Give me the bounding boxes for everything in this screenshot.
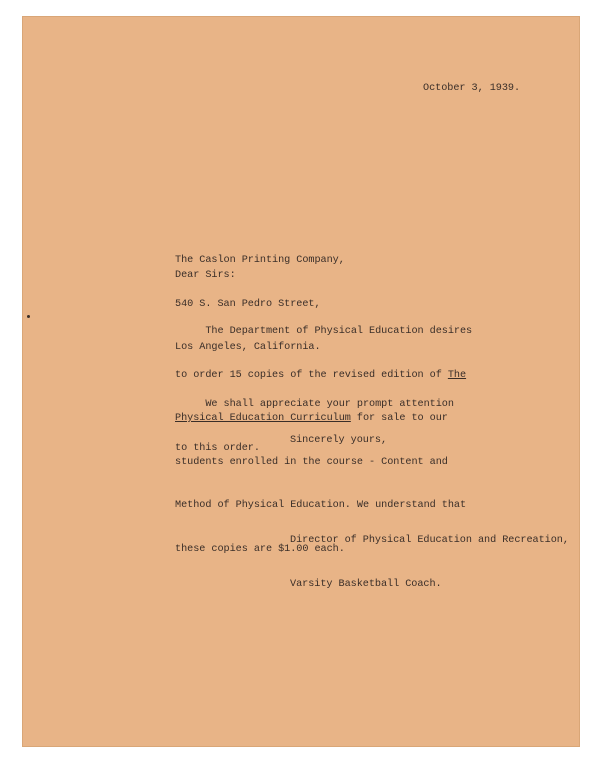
paragraph-line: We shall appreciate your prompt attention (175, 399, 454, 410)
paragraph-text: for sale to our (350, 413, 448, 424)
address-line: The Caslon Printing Company, (175, 255, 345, 266)
signature-line: Director of Physical Education and Recreation, (290, 535, 569, 546)
punch-mark (27, 315, 30, 318)
book-title-part: The (447, 369, 467, 381)
salutation: Dear Sirs: (175, 270, 236, 281)
body-paragraph-request (175, 369, 454, 471)
paragraph-line: to this order. (175, 442, 260, 454)
signature-line: Varsity Basketball Coach. (290, 578, 442, 590)
paragraph-line: students enrolled in the course - Content and (175, 456, 448, 468)
paragraph-text: to order 15 copies of the revised edition of (175, 369, 448, 381)
book-title-part: Physical Education Curriculum (175, 413, 351, 424)
closing: Sincerely yours, (290, 435, 388, 446)
address-line: 540 S. San Pedro Street, (175, 298, 321, 310)
paragraph-line: these copies are $1.00 each. (175, 543, 345, 555)
address-line: Los Angeles, California. (175, 342, 321, 353)
paragraph-line: The Department of Physical Education desires (175, 326, 473, 337)
signature-block (290, 505, 569, 607)
letter-date: October 3, 1939. (423, 83, 521, 94)
paragraph-line: Method of Physical Education. We understand that (175, 500, 467, 511)
